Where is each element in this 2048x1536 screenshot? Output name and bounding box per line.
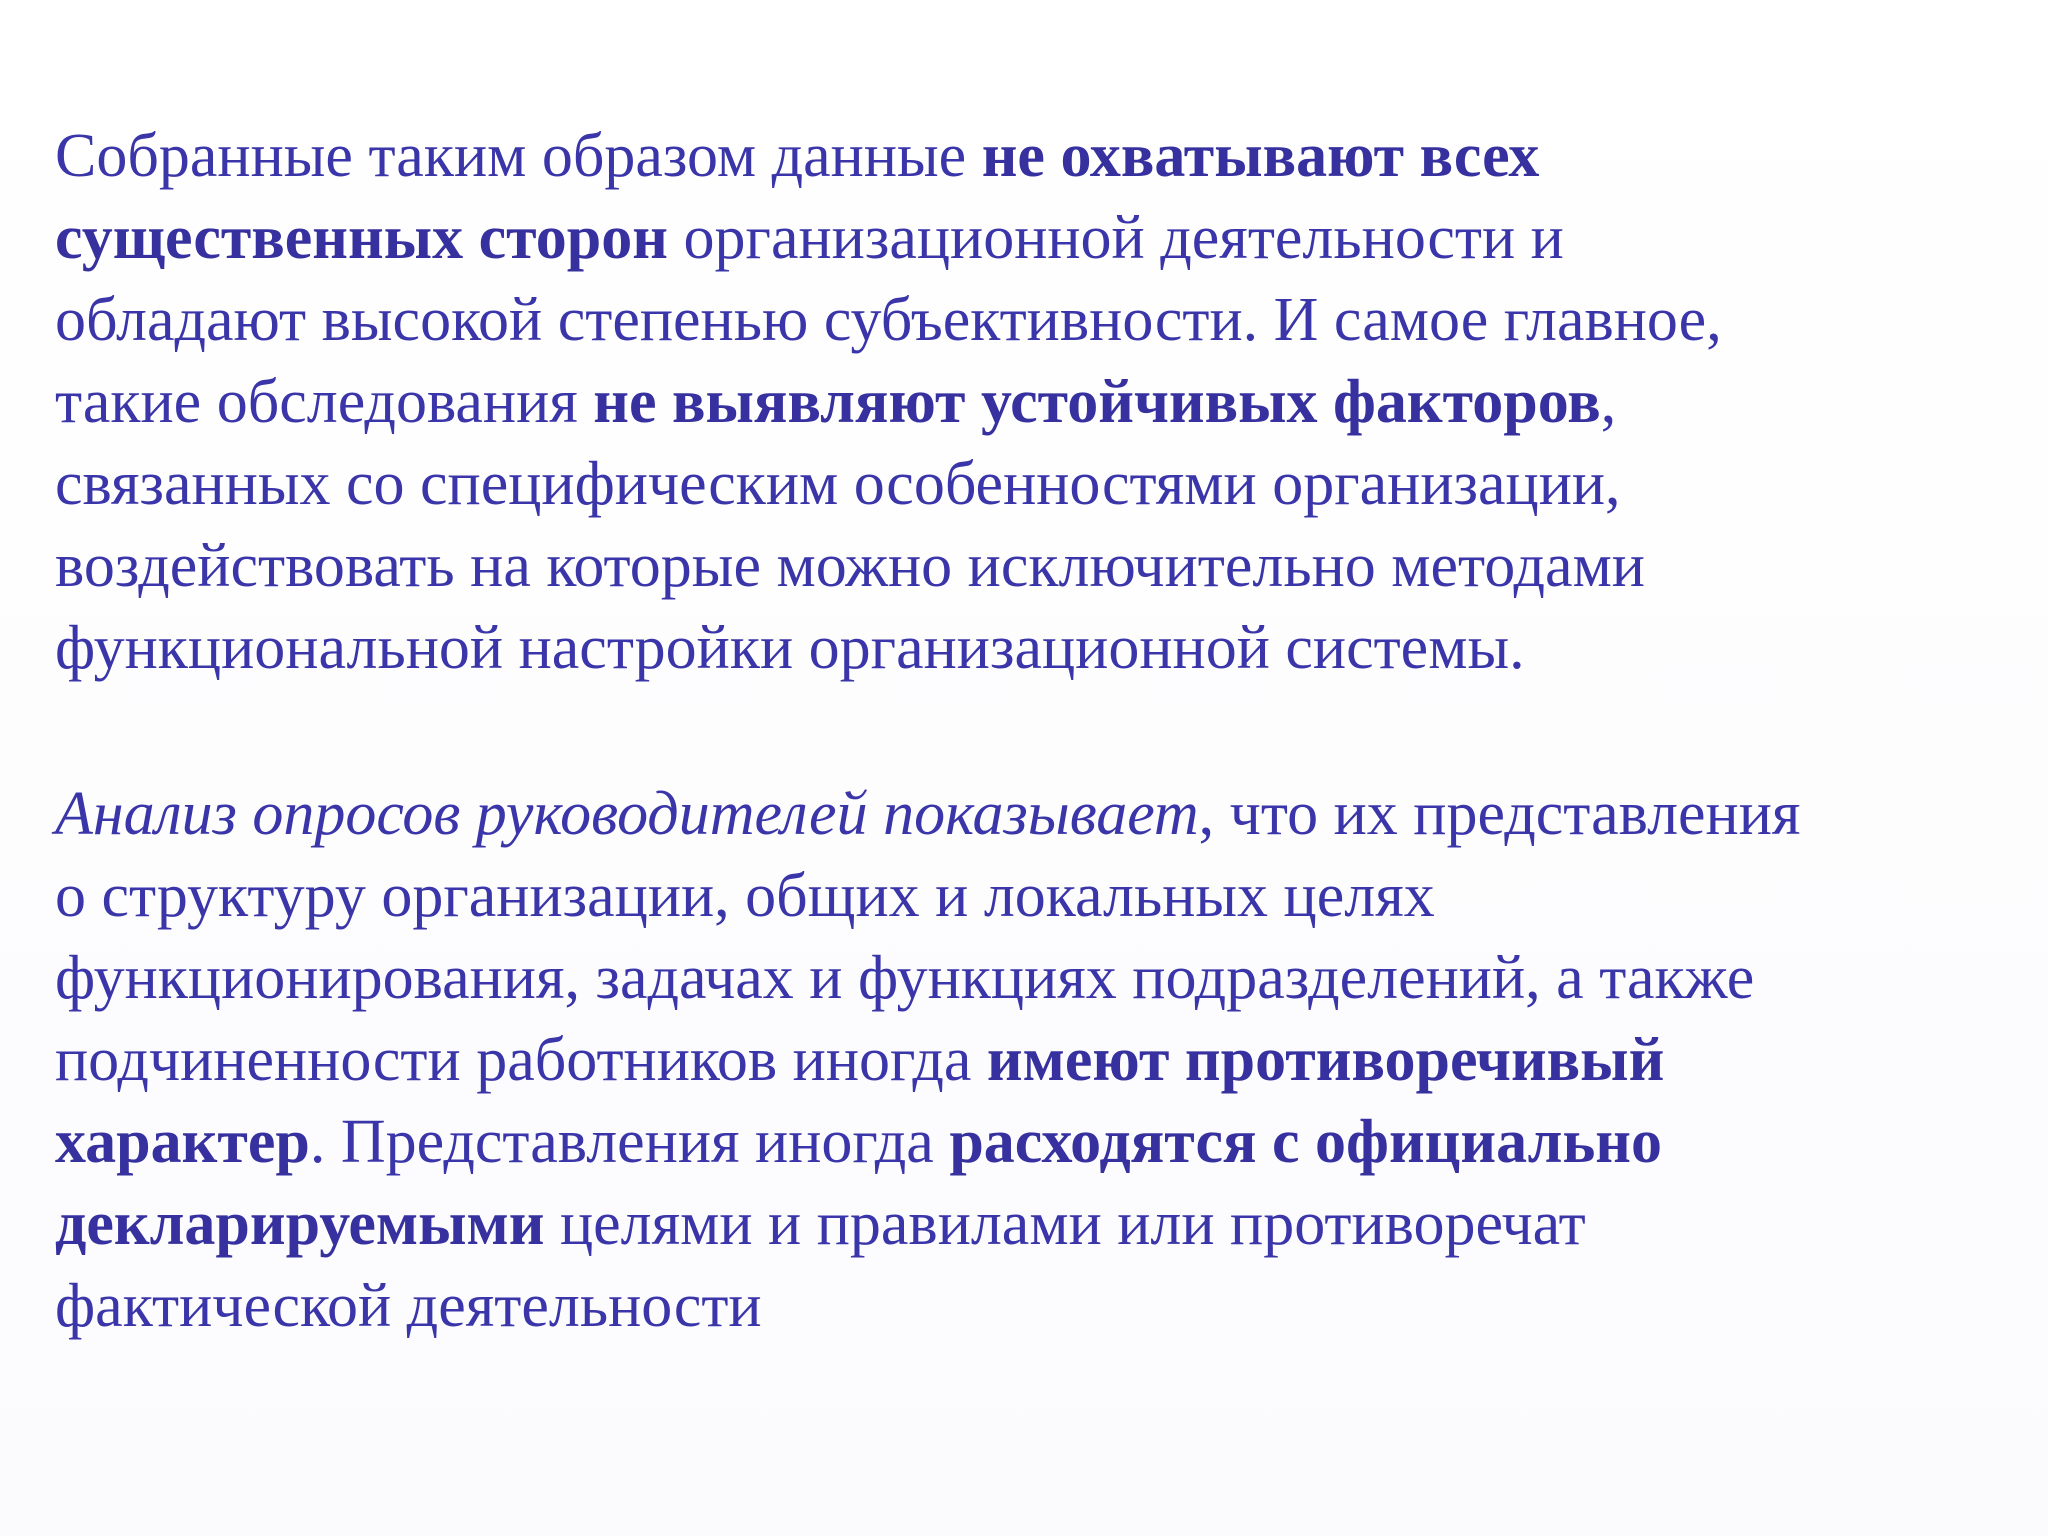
paragraph-2 <box>55 773 2015 1347</box>
paragraph-2-line-3: функционирования, задачах и функциях подразделений, а также <box>55 944 1755 1012</box>
text-run: такие обследования <box>55 368 594 436</box>
text-run: организационной деятельности и <box>668 204 1564 272</box>
paragraph-1-line-2 <box>55 197 2015 279</box>
emphasis-text: расходятся с официально <box>949 1108 1662 1176</box>
paragraph-2-line-5 <box>55 1101 2015 1183</box>
emphasis-text: характер <box>55 1108 310 1176</box>
emphasis-text: имеют противоречивый <box>986 1026 1665 1094</box>
paragraph-2-line-6 <box>55 1183 2015 1265</box>
text-run: подчиненности работников иногда <box>55 1026 987 1094</box>
paragraph-2-line-1 <box>55 773 2015 855</box>
text-run: , <box>1600 368 1617 436</box>
paragraph-1-line-1 <box>55 115 2015 197</box>
paragraph-1-line-4 <box>55 361 2015 443</box>
emphasis-text: декларируемыми <box>55 1190 545 1258</box>
italic-text: Анализ опросов руководителей показывает <box>55 780 1199 848</box>
paragraph-2-line-7: фактической деятельности <box>55 1272 762 1340</box>
paragraph-1-line-5: связанных со специфическим особенностями организации, <box>55 450 1621 518</box>
text-run: , что их представления <box>1198 780 1801 848</box>
paragraph-1-line-7: функциональной настройки организационной системы. <box>55 614 1525 682</box>
emphasis-text: не охватывают всех <box>981 122 1540 190</box>
text-run: . Представления иногда <box>309 1108 950 1176</box>
emphasis-text: не выявляют устойчивых факторов <box>593 368 1601 436</box>
paragraph-2-line-4 <box>55 1019 2015 1101</box>
text-run: целями и правилами или противоречат <box>544 1190 1586 1258</box>
paragraph-1 <box>55 115 2015 689</box>
paragraph-1-line-3: обладают высокой степенью субъективности. И самое главное, <box>55 286 1722 354</box>
paragraph-1-line-6: воздействовать на которые можно исключительно методами <box>55 532 1645 600</box>
text-run: Собранные таким образом данные <box>55 122 982 190</box>
paragraph-2-line-2: о структуру организации, общих и локальных целях <box>55 862 1435 930</box>
emphasis-text: существенных сторон <box>55 204 669 272</box>
